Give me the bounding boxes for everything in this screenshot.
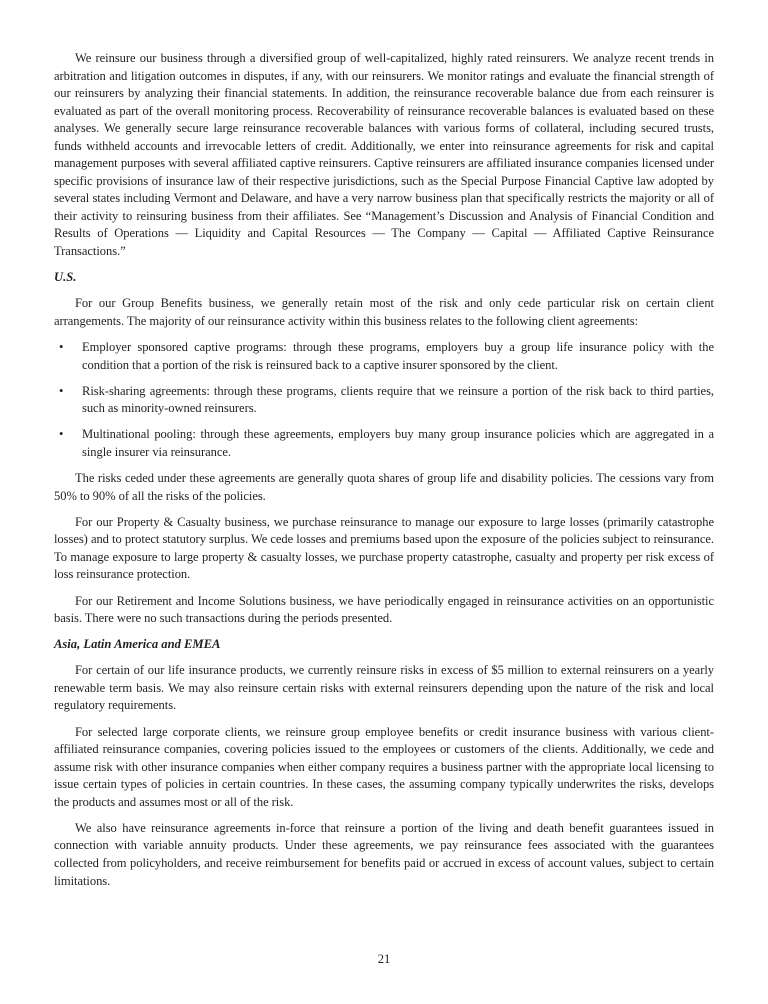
bullet-icon: • — [59, 383, 64, 398]
variable-annuity-paragraph: We also have reinsurance agreements in-force that reinsure a portion of the living and death benefit guarantees issued in connection with variable annuity products. Under these agreements, we pay reinsurance fees associated with the guarantees collected from policyholders, and receive reimbursement for benefits paid or accrued in excess of account values, subject to certain limitations. — [54, 820, 714, 888]
list-item-text: Risk-sharing agreements: through these programs, clients require that we reinsure a portion of the risk back to third parties, such as minority-owned reinsurers. — [82, 383, 714, 416]
document-page — [54, 50, 714, 899]
group-benefits-paragraph: For our Group Benefits business, we generally retain most of the risk and only cede particular risk on certain client arrangements. The majority of our reinsurance activity within this business relates to the following client agreements: — [54, 296, 714, 328]
risks-ceded-paragraph: The risks ceded under these agreements are generally quota shares of group life and disability policies. The cessions vary from 50% to 90% of all the risks of the policies. — [54, 471, 714, 503]
retirement-income-paragraph: For our Retirement and Income Solutions business, we have periodically engaged in reinsurance activities on an opportunistic basis. There were no such transactions during the periods presented. — [54, 593, 714, 626]
section-heading-asia-latam-emea: Asia, Latin America and EMEA — [54, 637, 221, 652]
intro-paragraph: We reinsure our business through a diversified group of well-capitalized, highly rated reinsurers. We analyze recent trends in arbitration and litigation outcomes in disputes, if any, with our reinsurers. We monitor ratings and evaluate the financial strength of our reinsurers by analyzing their financial statements. In addition, the reinsurance recoverable balance due from each reinsurer is evaluated as part of the overall monitoring process. Recoverability of reinsurance recoverable balances is evaluated based on these analyses. We generally secure large reinsurance recoverable balances with various forms of collateral, including secured trusts, funds withheld accounts and irrevocable letters of credit. Additionally, we enter into reinsurance agreements for risk and capital management purposes with several affiliated captive reinsurers. Captive reinsurers are affiliated insurance companies licensed under specific provisions of insurance law of their respective jurisdictions, such as the Special Purpose Financial Captive law adopted by several states including Vermont and Delaware, and have a very narrow business plan that specifically restricts the majority or all of their activity to reinsuring business from their affiliates. See “Management’s Discussion and Analysis of Financial Condition and Results of Operations — Liquidity and Capital Resources — The Company — Capital — Affiliated Captive Reinsurance Transactions.” — [54, 51, 714, 259]
corporate-clients-paragraph: For selected large corporate clients, we reinsure group employee benefits or credit insurance business with various client-affiliated reinsurance companies, covering policies issued to the employees or customers of the clients. Additionally, we cede and assume risk with other insurance companies when either company requires a business partner with the appropriate local licensing to issue certain types of policies in certain countries. In these cases, the assuming company typically underwrites the risks, develops the products and assumes most or all of the risk. — [54, 724, 714, 809]
life-insurance-paragraph: For certain of our life insurance products, we currently reinsure risks in excess of $5 million to external reinsurers on a yearly renewable term basis. We may also reinsure certain risks with external reinsurers depending upon the nature of the risk and local regulatory requirements. — [54, 663, 714, 713]
list-item-text: Multinational pooling: through these agreements, employers buy many group insurance policies which are aggregated in a single insurer via reinsurance. — [82, 427, 714, 459]
asia-latam-emea-section — [54, 636, 714, 890]
list-item-multinational-pooling — [54, 426, 714, 461]
page-number: 21 — [377, 952, 391, 966]
list-item-text: Employer sponsored captive programs: through these programs, employers buy a group life insurance policy with the condition that a portion of the risk is reinsured back to a captive insurer sponsored by the client. — [82, 339, 714, 372]
list-item-employer-captive — [54, 339, 714, 374]
bullet-icon: • — [59, 339, 64, 354]
bullet-icon: • — [59, 427, 64, 442]
section-heading-us: U.S. — [54, 270, 77, 285]
list-item-risk-sharing — [54, 383, 714, 418]
property-casualty-paragraph: For our Property & Casualty business, we purchase reinsurance to manage our exposure to large losses (primarily catastrophe losses) and to protect statutory surplus. We cede losses and premiums based upon the exposure of the policies subject to reinsurance. To manage exposure to large property & casualty losses, we purchase property catastrophe, casualty and property per risk excess of loss reinsurance protection. — [54, 514, 714, 582]
client-agreements-list — [54, 339, 714, 461]
us-section — [54, 269, 714, 627]
